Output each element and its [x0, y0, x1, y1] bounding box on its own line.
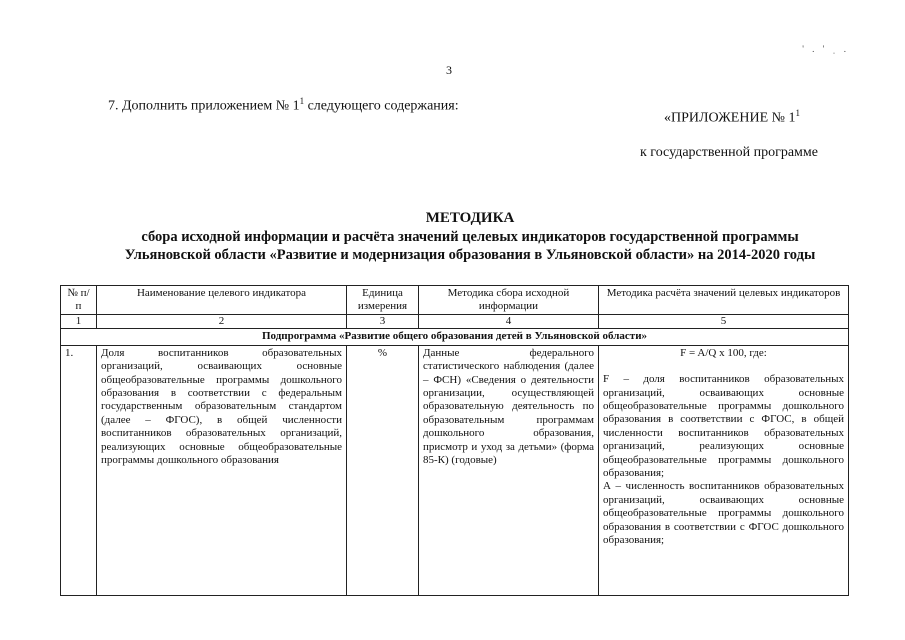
col-number: 5	[599, 315, 849, 329]
indicator-table	[60, 285, 849, 596]
header-unit: Единица измерения	[347, 286, 419, 315]
col-number: 1	[61, 315, 97, 329]
header-calc: Методика расчёта значений целевых индикаторов	[599, 286, 849, 315]
col-number: 2	[97, 315, 347, 329]
col-number: 3	[347, 315, 419, 329]
col-number: 4	[419, 315, 599, 329]
doc-title-line3: Ульяновской области «Развитие и модернизация образования в Ульяновской области» на 2014-2020 годы	[124, 247, 816, 263]
row-number: 1.	[61, 345, 97, 595]
annex-sup: 1	[795, 108, 800, 118]
corner-marks: ' . ' ˌ .	[802, 44, 849, 54]
header-name: Наименование целевого индикатора	[97, 286, 347, 315]
table-row	[61, 345, 849, 595]
indicator-name: Доля воспитанников образовательных организаций, осваивающих основные общеобразовательные программы дошкольного образования в соответствии с федеральным государственным образовательным стандартом (далее – ФГОС), в общей численности воспитанников образовательных организаций, реализующих основные общеобразовательные программы дошкольного образования	[97, 345, 347, 595]
definition-a: А – численность воспитанников образовательных организаций, осваивающих основные общеобразовательные программы дошкольного образования в соответствии с ФГОС дошкольного образования;	[603, 480, 844, 547]
intro-text	[108, 96, 459, 115]
header-source: Методика сбора исходной информации	[419, 286, 599, 315]
header-row	[61, 286, 849, 315]
intro-sup: 1	[299, 96, 305, 106]
definition-f: F – доля воспитанников образовательных организаций, осваивающих основные общеобразовательные программы дошкольного образования в соответствии с ФГОС, в общей численности воспитанников образовательных организаций, реализующих основные общеобразовательные программы дошкольного образования;	[603, 373, 844, 480]
doc-title: МЕТОДИКА	[425, 210, 515, 226]
indicator-source: Данные федерального статистического наблюдения (далее – ФСН) «Сведения о деятельности организации, осуществляющей образовательную деятельность по образовательным программам дошкольного образования, присмотр и уход за детьми» (форма 85-К) (годовые)	[419, 345, 599, 595]
annex-title-text: «ПРИЛОЖЕНИЕ № 1	[664, 110, 796, 126]
doc-title-line2: сбора исходной информации и расчёта значений целевых индикаторов государственной программы	[141, 229, 799, 245]
intro-main: 7. Дополнить приложением № 1	[108, 98, 300, 114]
subprogram-row	[61, 329, 849, 345]
indicator-unit: %	[347, 345, 419, 595]
formula: F = A/Q x 100, где:	[680, 346, 767, 359]
indicator-calc	[599, 345, 849, 595]
page-number: 3	[446, 63, 452, 77]
annex-title	[664, 108, 800, 127]
header-num: № п/п	[61, 286, 97, 315]
subprogram-title: Подпрограмма «Развитие общего образования детей в Ульяновской области»	[61, 329, 849, 345]
column-number-row	[61, 315, 849, 329]
intro-tail: следующего содержания:	[304, 98, 459, 114]
annex-subtitle: к государственной программе	[640, 145, 818, 160]
